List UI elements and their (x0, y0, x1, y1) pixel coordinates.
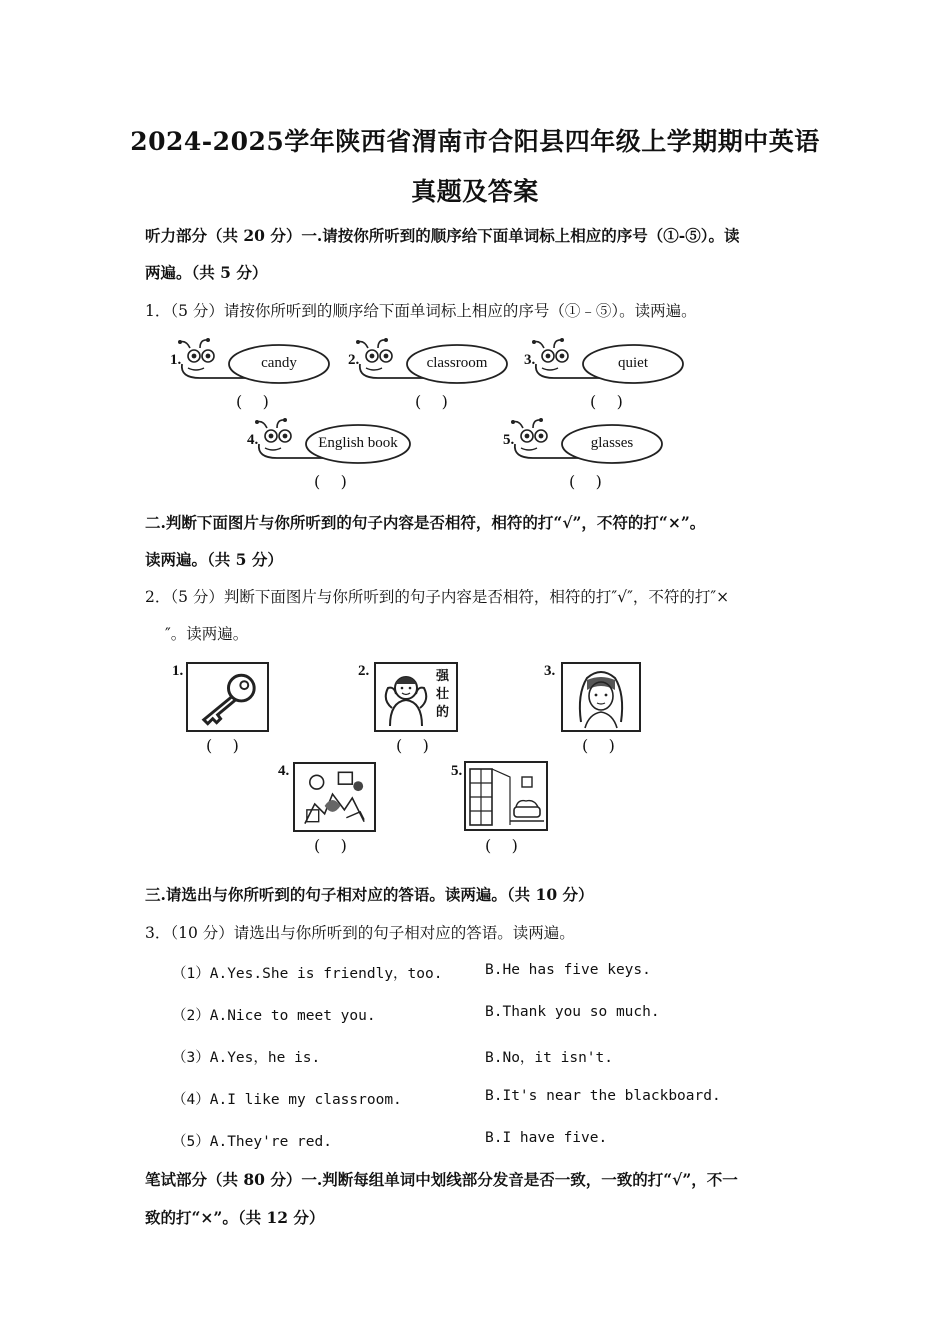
picture-3-number: 3. (544, 663, 556, 679)
writing-header-line1: 笔试部分（共 80 分）一.判断每组单词中划线部分发音是否一致，一致的打“√”，不一 (145, 1170, 738, 1189)
section-2-header-line1: 二.判断下面图片与你所听到的句子内容是否相符，相符的打“√”，不符的打“×”。 (145, 513, 706, 532)
picture-5-answer-blank[interactable]: ( ) (485, 836, 518, 855)
option-b[interactable]: B.No，it isn't. (485, 1050, 613, 1066)
snail-word-card (170, 338, 335, 386)
key-icon (186, 662, 269, 732)
picture-1-number: 1. (172, 663, 184, 679)
option-a[interactable]: （2）A.Nice to meet you. (172, 1008, 376, 1024)
option-b[interactable]: B.He has five keys. (485, 962, 651, 978)
listening-header-line2: 两遍。（共 5 分） (145, 263, 268, 282)
question-3-text: 3．（10 分）请选出与你所听到的句子相对应的答语。读两遍。 (145, 924, 575, 942)
picture-4-number: 4. (278, 763, 290, 779)
option-a[interactable]: （5）A.They're red. (172, 1134, 332, 1150)
picture-3-answer-blank[interactable]: ( ) (582, 736, 615, 755)
word-answer-blank[interactable]: ( ) (569, 472, 602, 491)
snail-number: 3. (524, 352, 536, 368)
picture-5-number: 5. (451, 763, 463, 779)
snail-number: 2. (348, 352, 360, 368)
option-b[interactable]: B.It's near the blackboard. (485, 1088, 721, 1104)
page-title-line2: 真题及答案 (411, 177, 539, 206)
option-a[interactable]: （1）A.Yes.She is friendly，too. (172, 966, 443, 982)
picture-2-number: 2. (358, 663, 370, 679)
snail-number: 1. (170, 352, 182, 368)
listening-header-line1: 听力部分（共 20 分）一.请按你所听到的顺序给下面单词标上相应的序号（①-⑤）。读 (145, 226, 740, 245)
writing-header-line2: 致的打“×”。（共 12 分） (145, 1208, 325, 1227)
snail-word-label: English book (318, 435, 398, 451)
picture-2-answer-blank[interactable]: ( ) (396, 736, 429, 755)
snail-word-card (247, 418, 412, 466)
question-1-text: 1．（5 分）请按你所听到的顺序给下面单词标上相应的序号（①﹣⑤）。读两遍。 (145, 302, 697, 320)
snail-word-card (503, 418, 668, 466)
option-b[interactable]: B.I have five. (485, 1130, 608, 1146)
messy-room-icon (293, 762, 376, 832)
option-a[interactable]: （3）A.Yes，he is. (172, 1050, 321, 1066)
snail-number: 5. (503, 432, 515, 448)
page-title-line1: 2024-2025学年陕西省渭南市合阳县四年级上学期期中英语 (130, 127, 820, 156)
snail-word-card (524, 338, 689, 386)
snail-word-card (348, 338, 513, 386)
word-answer-blank[interactable]: ( ) (590, 392, 623, 411)
snail-word-label: quiet (618, 355, 648, 371)
strong-caption: 强壮的 (436, 669, 450, 720)
section-3-header: 三.请选出与你所听到的句子相对应的答语。读两遍。（共 10 分） (145, 885, 594, 904)
snail-word-label: glasses (590, 435, 634, 451)
question-2-text-line1: 2．（5 分）判断下面图片与你所听到的句子内容是否相符，相符的打″√″，不符的打″× (145, 588, 730, 606)
word-answer-blank[interactable]: ( ) (415, 392, 448, 411)
snail-word-label: candy (261, 355, 297, 371)
girl-icon (561, 662, 641, 732)
room-window-icon (464, 761, 548, 831)
snail-word-label: classroom (426, 355, 488, 371)
option-a[interactable]: （4）A.I like my classroom. (172, 1092, 402, 1108)
section-2-header-line2: 读两遍。（共 5 分） (145, 550, 283, 569)
strong-boy-icon (374, 662, 458, 732)
picture-4-answer-blank[interactable]: ( ) (314, 836, 347, 855)
question-2-text-line2: ″。读两遍。 (165, 625, 249, 643)
option-b[interactable]: B.Thank you so much. (485, 1004, 660, 1020)
word-answer-blank[interactable]: ( ) (314, 472, 347, 491)
picture-1-answer-blank[interactable]: ( ) (206, 736, 239, 755)
snail-number: 4. (247, 432, 259, 448)
word-answer-blank[interactable]: ( ) (236, 392, 269, 411)
